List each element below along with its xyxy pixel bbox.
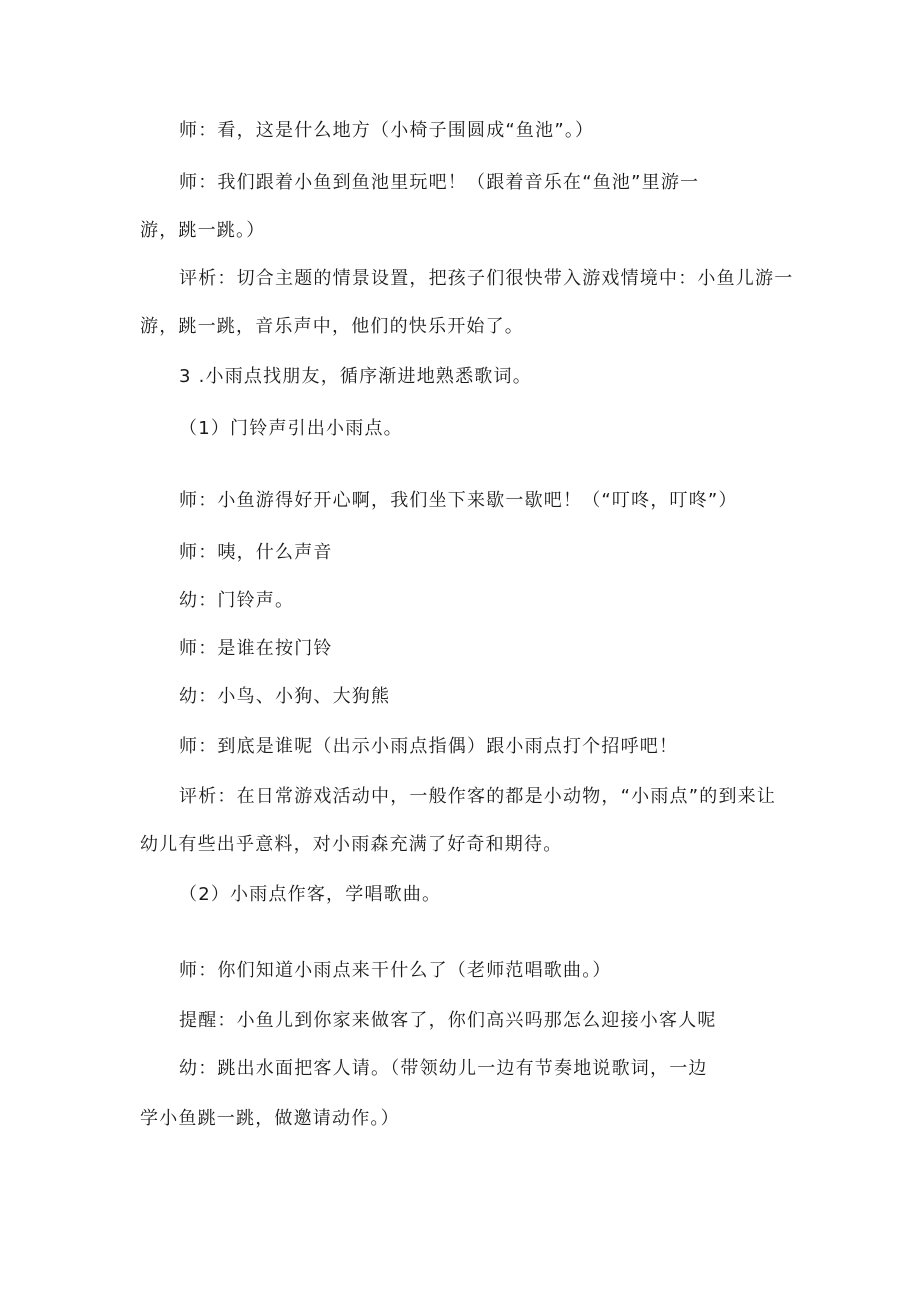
paragraph-line: 师：你们知道小雨点来干什么了（老师范唱歌曲。） bbox=[179, 960, 612, 981]
section-heading: 3 .小雨点找朋友，循序渐进地熟悉歌词。 bbox=[179, 366, 532, 387]
paragraph-line: 师：看，这是什么地方（小椅子围圆成“鱼池”。） bbox=[179, 120, 595, 141]
paragraph-line: 师：是谁在按门铃 bbox=[179, 638, 333, 659]
paragraph-line: 学小鱼跳一跳，做邀请动作。） bbox=[140, 1108, 400, 1129]
paragraph-line: 幼儿有些出乎意料，对小雨森充满了好奇和期待。 bbox=[140, 834, 563, 855]
paragraph-line: 师：小鱼游得好开心啊，我们坐下来歇一歇吧！（“叮咚，叮咚”） bbox=[179, 490, 738, 511]
paragraph-line: 幼：跳出水面把客人请。（带领幼儿一边有节奏地说歌词，一边 bbox=[179, 1058, 708, 1079]
paragraph-line: 评析：切合主题的情景设置，把孩子们很快带入游戏情境中：小鱼儿游一 bbox=[179, 268, 794, 289]
subsection-heading: （1）门铃声引出小雨点。 bbox=[179, 418, 403, 439]
paragraph-line: 幼：门铃声。 bbox=[179, 590, 295, 611]
paragraph-line: 师：咦，什么声音 bbox=[179, 542, 333, 563]
paragraph-line: 游，跳一跳。） bbox=[140, 220, 266, 241]
paragraph-line: 提醒：小鱼儿到你家来做客了，你们高兴吗那怎么迎接小客人呢 bbox=[179, 1010, 717, 1031]
paragraph-line: 游，跳一跳，音乐声中，他们的快乐开始了。 bbox=[140, 316, 524, 337]
paragraph-line: 幼：小鸟、小狗、大狗熊 bbox=[179, 686, 391, 707]
subsection-heading: （2）小雨点作客，学唱歌曲。 bbox=[179, 884, 442, 905]
paragraph-line: 师：我们跟着小鱼到鱼池里玩吧！（跟着音乐在“鱼池”里游一 bbox=[179, 172, 700, 193]
paragraph-line: 师：到底是谁呢（出示小雨点指偶）跟小雨点打个招呼吧！ bbox=[179, 736, 679, 757]
paragraph-line: 评析：在日常游戏活动中，一般作客的都是小动物，“小雨点”的到来让 bbox=[179, 786, 777, 807]
